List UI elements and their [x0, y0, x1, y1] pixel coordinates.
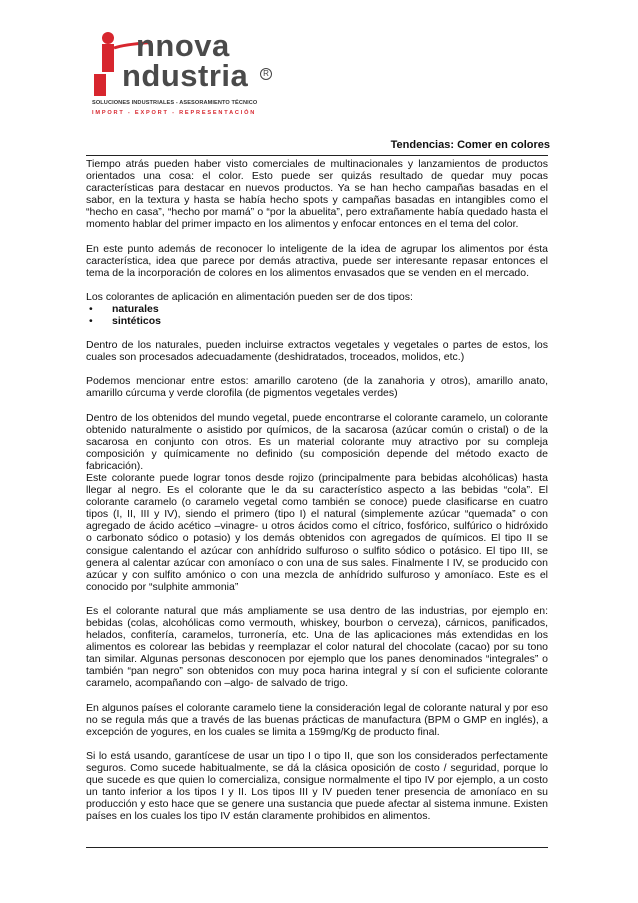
- list-item: • naturales: [86, 303, 548, 315]
- colorant-types-list: [86, 303, 548, 327]
- paragraph-types: Los colorantes de aplicación en alimentación pueden ser de dos tipos:: [86, 290, 413, 303]
- registered-mark: R: [260, 68, 272, 80]
- logo-brand-line1: nnova: [136, 28, 230, 63]
- paragraph-examples: Podemos mencionar entre estos: amarillo caroteno (de la zanahoria y otros), amarillo anato, amarillo cúrcuma y verde clorofila (de pigmentos vegetales verdes): [86, 375, 548, 400]
- paragraph-uses: Es el colorante natural que más ampliamente se usa dentro de las industrias, por ejemplo en: bebidas (colas, alcohólicas como vermouth, whiskey, bourbon o cerveza), cárnicos, panificados, helados, confitería, caramelos, turronería, etc. Una de las aplicaciones más extendidas en los alimentos es colorear las bebidas y reemplazar el color natural del chocolate (cacao) por su tono tan similar. Algunas personas desconocen por ejemplo que los panes denominados “integrales” o también “pan negro” son obtenidos con muy poca harina integral y sí con el suficiente colorante caramelo, acompañando con –algo- de salvado de trigo.: [86, 604, 548, 690]
- list-item: • sintéticos: [86, 315, 548, 327]
- paragraph-safety: Si lo está usando, garantícese de usar un tipo I o tipo II, que son los considerados perfectamente seguros. Como sucede habitualmente, se dá la clásica oposición de costo / seguridad, porque lo que sucede es que quien lo comercializa, consigue normalmente el tipo IV por ejemplo, a un costo un tanto inferior a los tipos I y II. Los tipos III y IV pueden tener presencia de amoníaco en su producción y esto hace que se genere una sustancia que puede afectar al sistema inmune. Existen países en los cuales los tipo IV están claramente prohibidos en alimentos.: [86, 749, 548, 823]
- paragraph-naturals: Dentro de los naturales, pueden incluirse extractos vegetales y vegetales o partes de estos, los cuales son procesados adecuadamente (deshidratados, troceados, molidos, etc.): [86, 339, 548, 364]
- footer-divider: [86, 847, 548, 848]
- paragraph-caramel: Dentro de los obtenidos del mundo vegetal, puede encontrarse el colorante caramelo, un colorante obtenido naturalmente o asistido por químicos, de la sacarosa (azúcar común o cristal) o de la sacarosa en conjunto con otros. Es un material colorante muy atractivo por su compleja composición y químicamente no definido (su composición depende del método exacto de fabricación).: [86, 411, 548, 472]
- header-divider: [86, 155, 548, 156]
- document-body: [86, 158, 548, 834]
- paragraph-caramel-types: Este colorante puede lograr tonos desde rojizo (principalmente para bebidas alcohólicas) hasta llegar al negro. Es el colorante que le da su característico aspecto a las bebidas “cola”. El colorante caramelo (o caramelo vegetal como también se conoce) puede clasificarse en cuatro tipos (I, II, III y IV), siendo el primero (tipo I) el natural (simplemente azúcar “quemada” o con agregado de ácido acético –vinagre- u otros ácidos como el cítrico, fosfórico, sulfúrico o hidróxido o carbonato sódico o potasio) y los demás obtenidos con agregados de químicos. El tipo II se consigue calentando el azúcar con anhídrido sulfuroso o sulfito sódico o potásico. El tipo III, se genera al calentar azúcar con amoníaco o con una de sus sales. Finalmente I IV, se producido con azúcar y con sulfito amónico o con una mezcla de anhídrido sulfuroso y amoníaco. Este es el conocido por “sulphite ammonia”: [86, 471, 548, 593]
- logo-brand-line2: ndustria: [122, 58, 249, 93]
- document-title: Tendencias: Comer en colores: [390, 139, 550, 151]
- paragraph-intro: Tiempo atrás pueden haber visto comerciales de multinacionales y lanzamientos de productos orientados una cosa: el color. Esto puede ser quizás resultado de quedar muy pocas características para destacar en nuevos productos. Ya se han hecho campañas basadas en el sabor, en la textura y hasta se había hecho spots y campañas basadas en intangibles como el “hecho en casa”, “hecho por mamá” o “por la abuelita”, pero extrañamente había quedado hasta el momento hablar del primer impacto en los alimentos y enfocar entonces en el tema del color.: [86, 158, 548, 231]
- company-logo: [92, 30, 282, 122]
- paragraph-idea: En este punto además de reconocer lo inteligente de la idea de agrupar los alimentos por ésta característica, idea que parece por demás atractiva, puede ser interesante repasar entonces el tema de la incorporación de colores en los alimentos envasados que se venden en el mercado.: [86, 242, 548, 279]
- logo-tagline: SOLUCIONES INDUSTRIALES - ASESORAMIENTO TÉCNICO: [92, 100, 258, 106]
- paragraph-regulation: En algunos países el colorante caramelo tiene la consideración legal de colorante natural y por eso no se regula más que a través de las buenas prácticas de manufactura (BPM o GMP en inglés), a excepción de yogures, en los cuales se limita a 159mg/Kg de producto final.: [86, 701, 548, 738]
- logo-subtagline: IMPORT - EXPORT - REPRESENTACIÓN: [92, 110, 257, 116]
